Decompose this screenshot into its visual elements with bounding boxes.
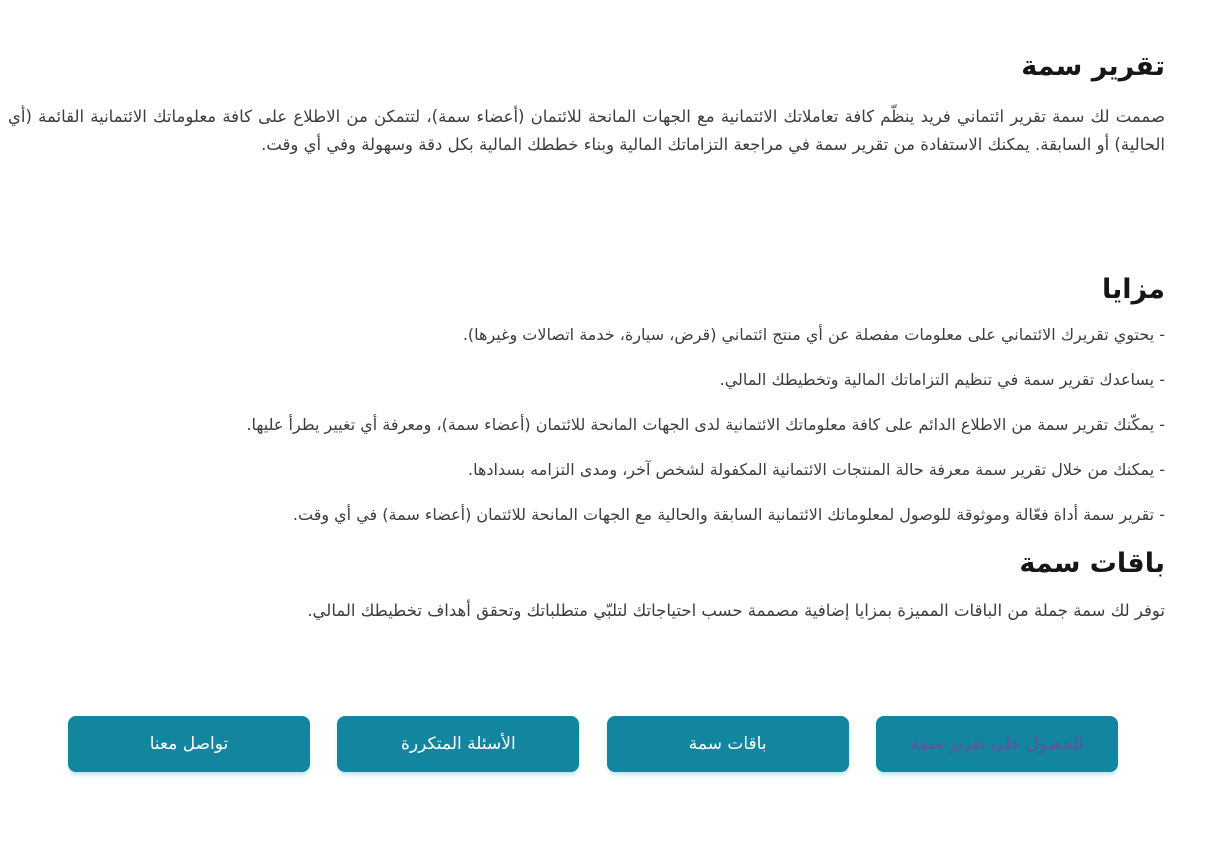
benefits-section [8,275,1165,525]
report-section [8,50,1165,159]
benefits-list [8,324,1165,525]
packages-description: توفر لك سمة جملة من الباقات المميزة بمزايا إضافية مصممة حسب احتياجاتك لتلبّي متطلباتك وتحقق أهداف تخطيطك المالي. [307,601,1165,620]
report-description: صممت لك سمة تقرير ائتماني فريد ينظّم كافة تعاملاتك الائتمانية مع الجهات المانحة للائتمان (أعضاء سمة)، لتتمكن من الاطلاع على كافة معلوماتك الائتمانية القائمة (أي الحالية) أو السابقة. يمكنك الاستفادة من تقرير سمة في مراجعة التزاماتك المالية وبناء خططك المالية بكل دقة وسهولة وفي أي وقت. [8,107,1165,154]
simah-packages-button[interactable]: باقات سمة [607,716,849,772]
action-buttons-row [68,716,1118,772]
contact-us-button[interactable]: تواصل معنا [68,716,310,772]
simah-report-page [0,50,1207,868]
benefit-item: - يحتوي تقريرك الائتماني على معلومات مفصلة عن أي منتج ائتماني (قرض، سيارة، خدمة اتصالات وغيرها). [462,325,1165,344]
faq-button[interactable]: الأسئلة المتكررة [337,716,579,772]
benefit-item: - يمكنك من خلال تقرير سمة معرفة حالة المنتجات الائتمانية المكفولة لشخص آخر، ومدى التزامه بسدادها. [467,460,1165,479]
benefit-item: - يساعدك تقرير سمة في تنظيم التزاماتك المالية وتخطيطك المالي. [719,370,1165,389]
packages-title: باقات سمة [1019,548,1165,579]
get-simah-report-button[interactable]: للحصول على تقرير سمة [876,716,1118,772]
benefit-item: - تقرير سمة أداة فعّالة وموثوقة للوصول لمعلوماتك الائتمانية السابقة والحالية مع الجهات المانحة للائتمان (أعضاء سمة) في أي وقت. [292,505,1165,524]
benefit-item: - يمكّنك تقرير سمة من الاطلاع الدائم على كافة معلوماتك الائتمانية لدى الجهات المانحة للائتمان (أعضاء سمة)، ومعرفة أي تغيير يطرأ عليها. [246,415,1165,434]
benefits-title: مزايا [1101,274,1165,305]
page-title: تقرير سمة [1021,51,1165,82]
packages-section [8,549,1165,625]
